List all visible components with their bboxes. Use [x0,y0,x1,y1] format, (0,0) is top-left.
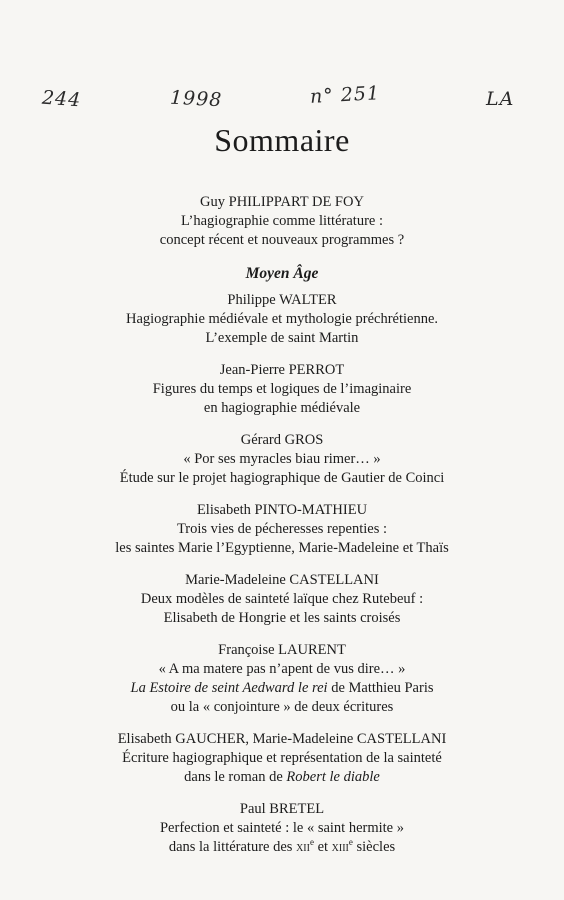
toc-entry [0,193,564,250]
entry-title-line: L’hagiographie comme littérature : [181,213,383,229]
entry-title-line: Écriture hagiographique et représentation de la sainteté [122,750,442,766]
entry-title-text: et [313,839,332,855]
entry-title-line: « Por ses myracles biau rimer… » [183,451,381,467]
toc-entry [0,361,564,418]
entry-title-line: Deux modèles de sainteté laïque chez Rutebeuf : [140,591,424,607]
century-suffix: e [309,837,314,847]
entry-title-line: concept récent et nouveaux programmes ? [159,232,405,248]
entry-author: Paul BRETEL [239,801,325,817]
entry-author: Elisabeth GAUCHER, Marie-Madeleine CASTELLANI [117,731,447,747]
entry-title-text: de Matthieu Paris [327,680,434,696]
entry-title-line [0,679,564,698]
entry-title-text: dans la littérature des [168,839,297,855]
toc-entry [0,501,564,558]
section-heading: Moyen Âge [245,265,319,282]
entry-author: Guy PHILIPPART DE FOY [200,194,364,210]
page-title: Sommaire [214,122,350,158]
handwritten-issue-number: n° 251 [309,82,381,108]
entry-title-line: les saintes Marie l’Egyptienne, Marie-Madeleine et Thaïs [115,540,449,556]
entry-title-line: Perfection et sainteté : le « saint hermite » [159,820,404,836]
toc-entry [0,641,564,717]
toc-entry [0,800,564,857]
century-numeral: xiii [331,839,349,855]
entry-title-text: dans le roman de [184,769,287,785]
entry-author: Elisabeth PINTO-MATHIEU [196,502,368,518]
entry-author: Jean-Pierre PERROT [219,362,345,378]
entry-author: Gérard GROS [240,432,324,448]
entry-author: Philippe WALTER [227,292,337,308]
handwritten-note-left: 244 [41,86,82,112]
handwritten-note-right: LA [486,88,515,110]
century-suffix: e [348,837,353,847]
entry-title-line: L’exemple de saint Martin [205,330,359,346]
handwritten-year: 1998 [169,86,223,112]
toc-entry [0,571,564,628]
century-numeral: xii [296,839,310,855]
toc-entry [0,431,564,488]
entry-title-line: ou la « conjointure » de deux écritures [170,699,394,715]
entry-title-text: siècles [352,839,396,855]
entry-title-line: « A ma matere pas n’apent de vus dire… » [158,661,406,677]
entry-author: Françoise LAURENT [218,642,346,658]
work-title-italic: La Estoire de seint Aedward le rei [130,680,328,696]
table-of-contents [0,193,564,870]
entry-title-line: Trois vies de pécheresses repenties : [176,521,388,537]
entry-title-line: Figures du temps et logiques de l’imaginaire [152,381,412,397]
entry-title-line: Hagiographie médiévale et mythologie préchrétienne. [125,311,439,327]
entry-author: Marie-Madeleine CASTELLANI [185,572,379,588]
toc-entry [0,291,564,348]
entry-title-line: en hagiographie médiévale [203,400,361,416]
entry-title-line [0,838,564,857]
entry-title-line: Étude sur le projet hagiographique de Gautier de Coinci [119,470,445,486]
work-title-italic: Robert le diable [286,769,380,785]
entry-title-line: Elisabeth de Hongrie et les saints croisés [163,610,401,626]
entry-title-line [0,768,564,787]
toc-entry [0,730,564,787]
